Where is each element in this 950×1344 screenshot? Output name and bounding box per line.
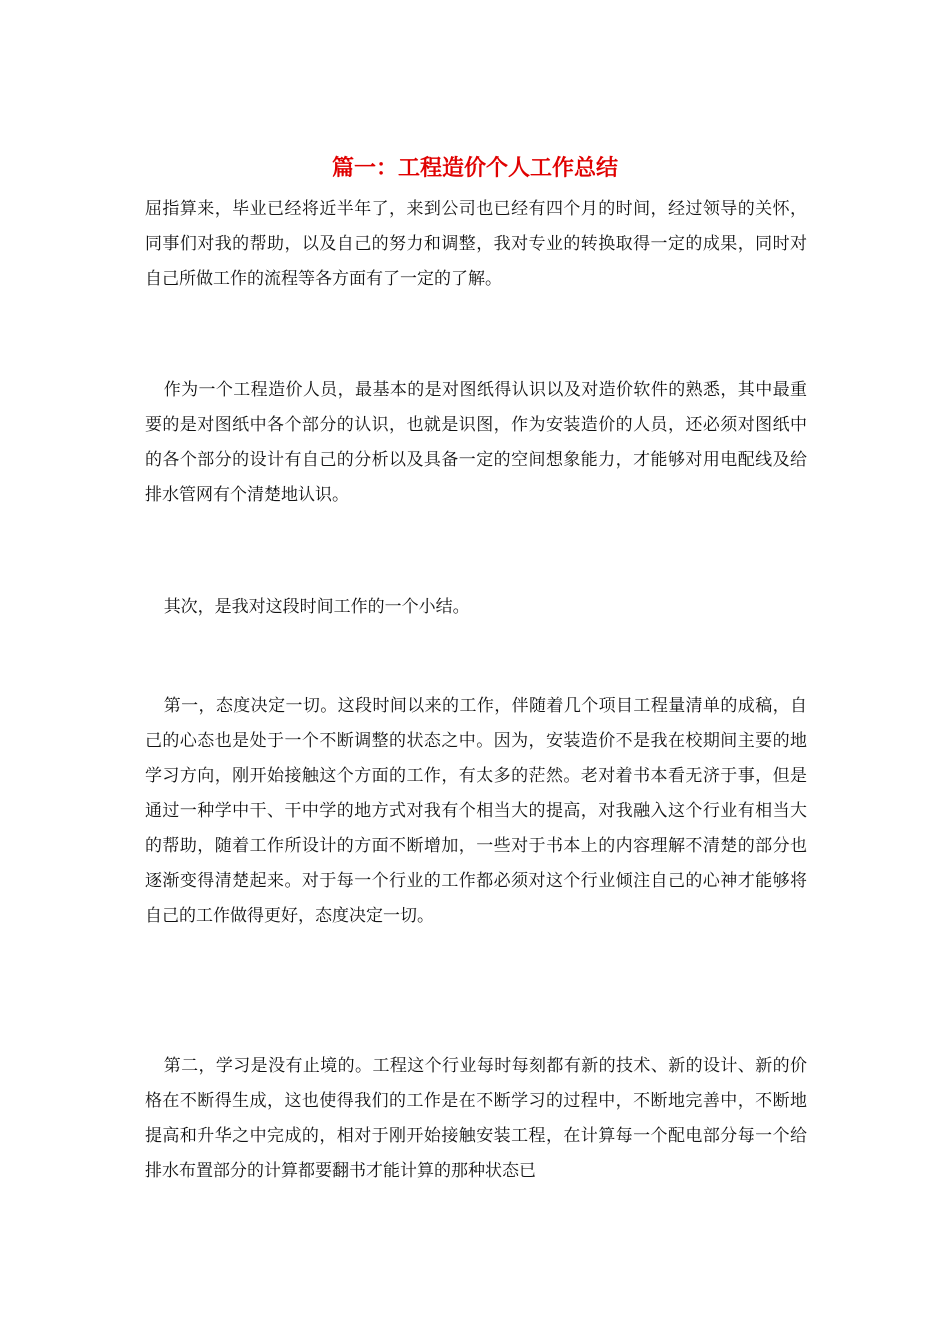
paragraph-intro: 屈指算来，毕业已经将近半年了，来到公司也已经有四个月的时间，经过领导的关怀，同事们对我的帮助，以及自己的努力和调整，我对专业的转换取得一定的成果，同时对自己所做工作的流程等各方面有了一定的了解。 (145, 199, 807, 289)
paragraph-point-one: 第一，态度决定一切。这段时间以来的工作，伴随着几个项目工程量清单的成稿，自己的心态也是处于一个不断调整的状态之中。因为，安装造价不是我在校期间主要的地学习方向，刚开始接触这个方面的工作，有太多的茫然。老对着书本看无济于事，但是通过一种学中干、干中学的地方式对我有个相当大的提高，对我融入这个行业有相当大的帮助，随着工作所设计的方面不断增加，一些对于书本上的内容理解不清楚的部分也逐渐变得清楚起来。对于每一个行业的工作都必须对这个行业倾注自己的心神才能够将自己的工作做得更好，态度决定一切。 (145, 696, 807, 926)
document-title: 篇一：工程造价个人工作总结 (331, 155, 618, 181)
paragraph-point-two: 第二，学习是没有止境的。工程这个行业每时每刻都有新的技术、新的设计、新的价格在不断得生成，这也使得我们的工作是在不断学习的过程中，不断地完善中，不断地提高和升华之中完成的，相对于刚开始接触安装工程，在计算每一个配电部分每一个给排水布置部分的计算都要翻书才能计算的那种状态已 (145, 1056, 807, 1181)
paragraph-summary-lead: 其次，是我对这段时间工作的一个小结。 (163, 597, 470, 617)
paragraph-role-description: 作为一个工程造价人员，最基本的是对图纸得认识以及对造价软件的熟悉，其中最重要的是对图纸中各个部分的认识，也就是识图，作为安装造价的人员，还必须对图纸中的各个部分的设计有自己的分析以及具备一定的空间想象能力，才能够对用电配线及给排水管网有个清楚地认识。 (145, 380, 807, 505)
